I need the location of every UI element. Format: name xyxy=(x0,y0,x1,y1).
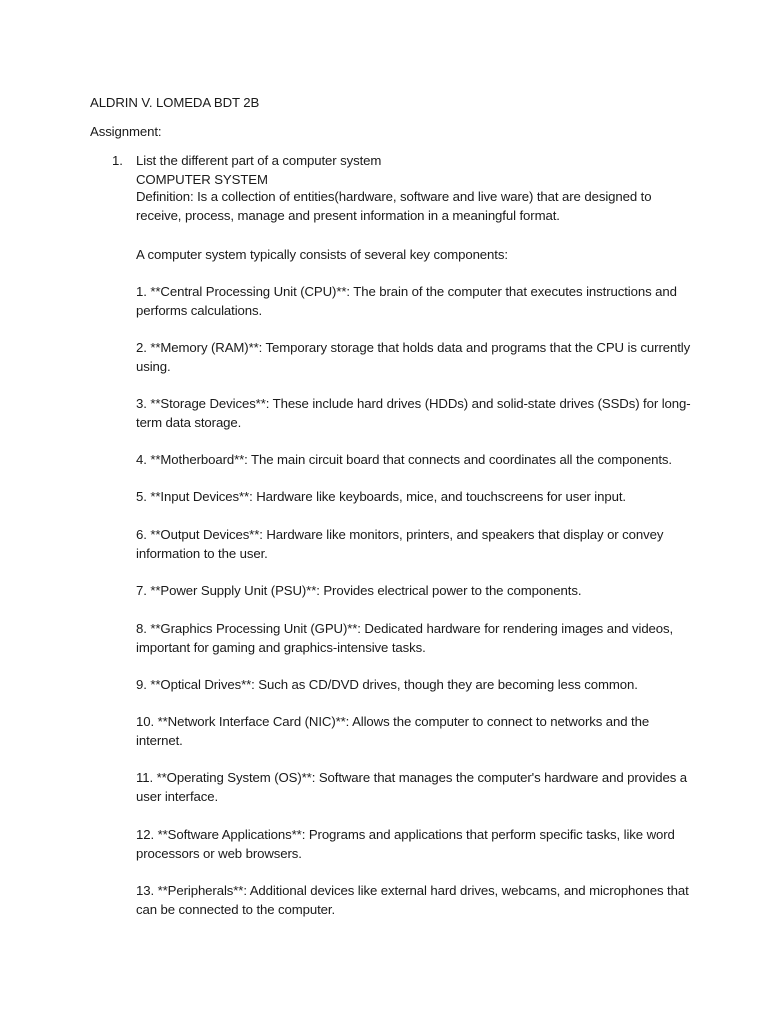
component-item: 3. **Storage Devices**: These include hard drives (HDDs) and solid-state drives (SSDs) for long-term data storage. xyxy=(136,396,691,430)
component-item: 5. **Input Devices**: Hardware like keyboards, mice, and touchscreens for user input. xyxy=(136,489,626,504)
component-item: 13. **Peripherals**: Additional devices like external hard drives, webcams, and microphones that can be connected to the computer. xyxy=(136,883,689,917)
assignment-label: Assignment: xyxy=(90,124,162,139)
intro-paragraph: A computer system typically consists of several key components: xyxy=(136,247,508,262)
component-item: 8. **Graphics Processing Unit (GPU)**: Dedicated hardware for rendering images and videos, important for gaming and graphics-intensive tasks. xyxy=(136,621,674,655)
component-item: 12. **Software Applications**: Programs and applications that perform specific tasks, like word processors or web browsers. xyxy=(136,827,675,861)
component-item: 7. **Power Supply Unit (PSU)**: Provides electrical power to the components. xyxy=(136,583,582,598)
component-item: 10. **Network Interface Card (NIC)**: Allows the computer to connect to networks and the internet. xyxy=(136,714,650,748)
definition-paragraph: Definition: Is a collection of entities(hardware, software and live ware) that are designed to receive, process, manage and present information in a meaningful format. xyxy=(136,189,652,223)
component-item: 4. **Motherboard**: The main circuit board that connects and coordinates all the components. xyxy=(136,452,672,467)
list-item-text: List the different part of a computer system xyxy=(136,153,382,168)
component-item: 9. **Optical Drives**: Such as CD/DVD drives, though they are becoming less common. xyxy=(136,677,638,692)
section-title: COMPUTER SYSTEM xyxy=(136,172,268,187)
list-number: 1. xyxy=(112,153,123,168)
component-item: 11. **Operating System (OS)**: Software that manages the computer's hardware and provides a user interface. xyxy=(136,770,687,804)
component-item: 1. **Central Processing Unit (CPU)**: The brain of the computer that executes instructions and performs calculations. xyxy=(136,284,677,318)
student-header: ALDRIN V. LOMEDA BDT 2B xyxy=(90,95,260,110)
component-item: 2. **Memory (RAM)**: Temporary storage that holds data and programs that the CPU is currently using. xyxy=(136,340,691,374)
component-item: 6. **Output Devices**: Hardware like monitors, printers, and speakers that display or convey information to the user. xyxy=(136,527,664,561)
